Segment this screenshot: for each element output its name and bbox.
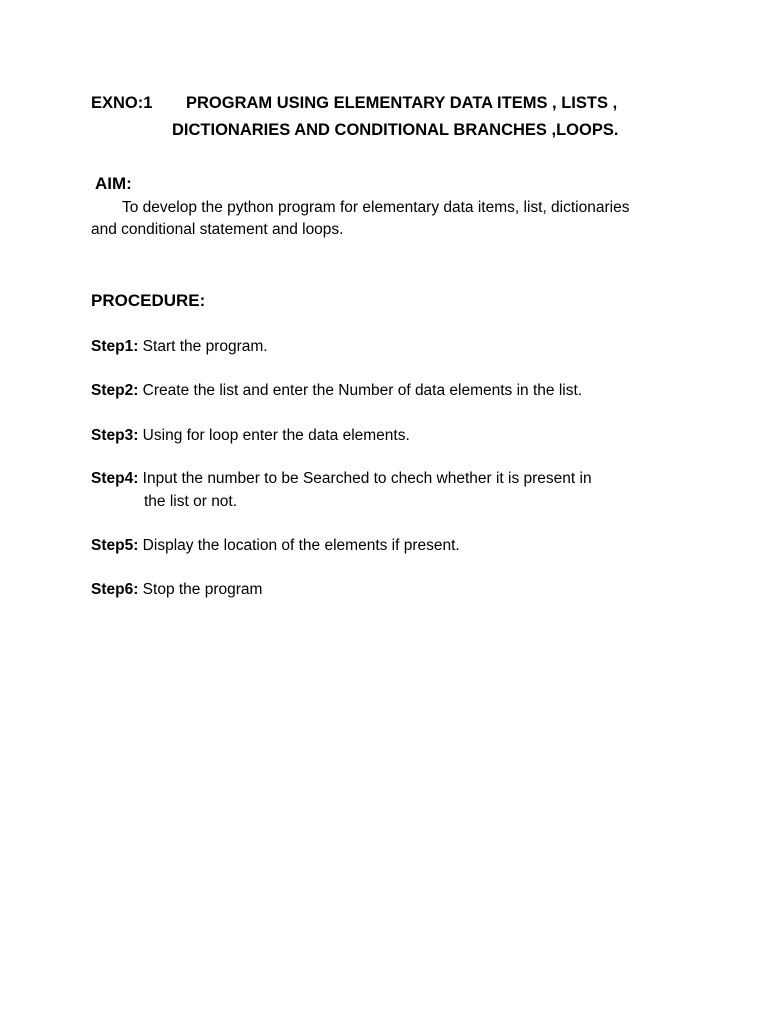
step-label: Step3: [91,427,139,444]
title-text-1: PROGRAM USING ELEMENTARY DATA ITEMS , LISTS , [186,94,618,112]
step-text: Display the location of the elements if present. [138,537,460,554]
step-text: Create the list and enter the Number of data elements in the list. [138,382,583,399]
step-2 [91,382,582,400]
step-1 [91,338,268,356]
step-4 [91,470,592,488]
exercise-number: EXNO:1 [91,94,153,112]
step-4-continuation: the list or not. [144,493,238,510]
aim-text-line-1: To develop the python program for elementary data items, list, dictionaries [122,199,630,216]
title-line-1 [91,94,617,113]
step-label: Step1: [91,338,139,355]
step-3 [91,427,410,445]
step-text: Using for loop enter the data elements. [138,427,410,444]
step-text: Start the program. [138,338,268,355]
aim-heading: AIM: [95,174,132,193]
step-label: Step5: [91,537,139,554]
procedure-heading: PROCEDURE: [91,291,206,310]
step-label: Step6: [91,581,139,598]
aim-text-line-2: and conditional statement and loops. [91,221,344,238]
step-text: Stop the program [138,581,263,598]
step-label: Step4: [91,470,139,487]
step-6 [91,581,262,599]
step-text: Input the number to be Searched to chech whether it is present in [138,470,592,487]
step-label: Step2: [91,382,139,399]
step-5 [91,537,460,555]
title-line-2: DICTIONARIES AND CONDITIONAL BRANCHES ,LOOPS. [172,121,619,139]
